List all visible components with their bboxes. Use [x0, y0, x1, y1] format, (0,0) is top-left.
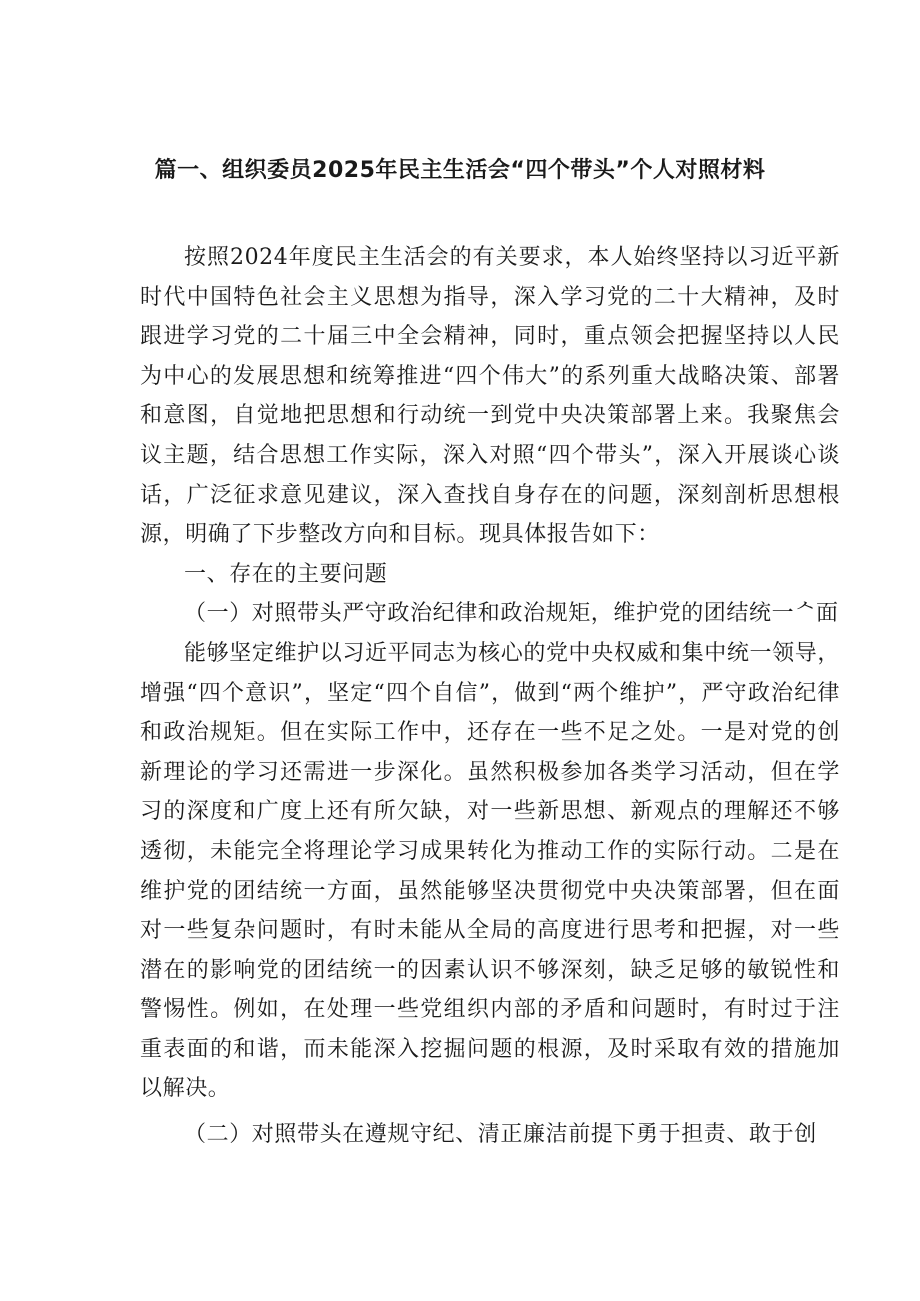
document-title: 篇一、组织委员2025年民主生活会“四个带头”个人对照材料 [154, 158, 766, 183]
section-heading-problems: 一、存在的主要问题 [184, 561, 388, 587]
document-body [140, 238, 840, 1155]
subsection-heading-2: （二）对照带头在遵规守纪、清正廉洁前提下勇于担责、敢于创 [184, 1122, 817, 1148]
intro-paragraph: 按照2024年度民主生活会的有关要求，本人始终坚持以习近平新时代中国特色社会主义思想为指导，深入学习党的二十大精神，及时跟进学习党的二十届三中全会精神，同时，重点领会把握坚持以人民为中心的发展思想和统筹推进“四个伟大”的系列重大战略决策、部署和意图，自觉地把思想和行动统一到党中央决策部署上来。我聚焦会议主题，结合思想工作实际，深入对照“四个带头”，深入开展谈心谈话，广泛征求意见建议，深入查找自身存在的问题，深刻剖析思想根源，明确了下步整改方向和目标。现具体报告如下： [140, 245, 840, 548]
subsection-heading-1: （一）对照带头严守政治纪律和政治规矩，维护党的团结统一ᄉ面 [184, 601, 839, 627]
subsection-1-paragraph: 能够坚定维护以习近平同志为核心的党中央权威和集中统一领导，增强“四个意识”，坚定“四个自信”，做到“两个维护”，严守政治纪律和政治规矩。但在实际工作中，还存在一些不足之处。一是对党的创新理论的学习还需进一步深化。虽然积极参加各类学习活动，但在学习的深度和广度上还有所欠缺，对一些新思想、新观点的理解还不够透彻，未能完全将理论学习成果转化为推动工作的实际行动。二是在维护党的团结统一方面，虽然能够坚决贯彻党中央决策部署，但在面对一些复杂问题时，有时未能从全局的高度进行思考和把握，对一些潜在的影响党的团结统一的因素认识不够深刻，缺乏足够的敏锐性和警惕性。例如，在处理一些党组织内部的矛盾和问题时，有时过于注重表面的和谐，而未能深入挖掘问题的根源，及时采取有效的措施加以解决。 [140, 640, 840, 1102]
